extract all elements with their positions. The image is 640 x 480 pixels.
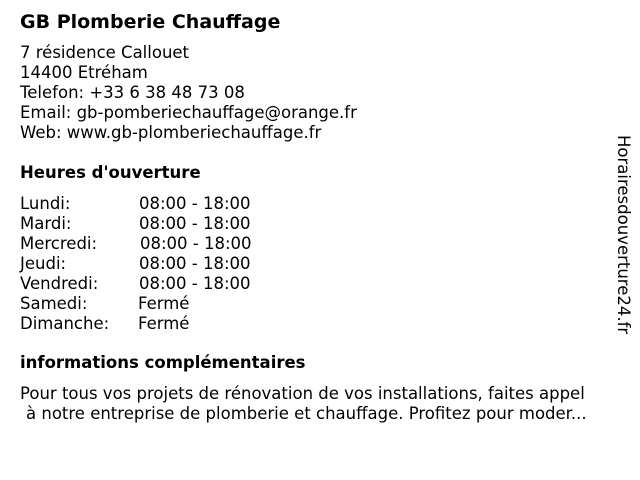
- description-line: Pour tous vos projets de rénovation de vos installations, faites appel: [20, 384, 585, 403]
- hours-row-friday: [20, 274, 320, 294]
- opening-hours-heading: Heures d'ouverture: [20, 163, 201, 182]
- day-label: Mardi:: [20, 214, 72, 233]
- hours-row-tuesday: [20, 214, 320, 234]
- site-watermark: Horairesdouverture24.fr: [614, 135, 633, 335]
- additional-info-heading: informations complémentaires: [20, 353, 306, 372]
- hours-row-monday: [20, 194, 320, 214]
- phone-number: Telefon: +33 6 38 48 73 08: [20, 83, 245, 102]
- hours-value: 08:00 - 18:00: [139, 274, 251, 293]
- day-label: Mercredi:: [20, 234, 98, 253]
- hours-value: 08:00 - 18:00: [139, 254, 251, 273]
- hours-value: 08:00 - 18:00: [140, 234, 252, 253]
- hours-value: 08:00 - 18:00: [139, 214, 251, 233]
- hours-row-wednesday: [20, 234, 320, 254]
- day-label: Samedi:: [20, 294, 88, 313]
- hours-value: 08:00 - 18:00: [139, 194, 251, 213]
- contact-details: [20, 43, 357, 143]
- hours-row-saturday: [20, 294, 320, 314]
- day-label: Lundi:: [20, 194, 71, 213]
- street-address: 7 résidence Callouet: [20, 43, 190, 62]
- description-line: à notre entreprise de plomberie et chauffage. Profitez pour moder...: [26, 404, 587, 423]
- hours-row-thursday: [20, 254, 320, 274]
- hours-value: Fermé: [138, 314, 190, 333]
- business-name: GB Plomberie Chauffage: [20, 11, 281, 33]
- hours-value: Fermé: [138, 294, 190, 313]
- website-address: Web: www.gb-plomberiechauffage.fr: [20, 123, 322, 142]
- city-postcode: 14400 Etréham: [20, 63, 148, 82]
- day-label: Dimanche:: [20, 314, 110, 333]
- email-address: Email: gb-pomberiechauffage@orange.fr: [20, 103, 357, 122]
- business-description: [20, 384, 620, 424]
- opening-hours-table: [20, 194, 320, 334]
- hours-row-sunday: [20, 314, 320, 334]
- day-label: Jeudi:: [20, 254, 67, 273]
- day-label: Vendredi:: [20, 274, 99, 293]
